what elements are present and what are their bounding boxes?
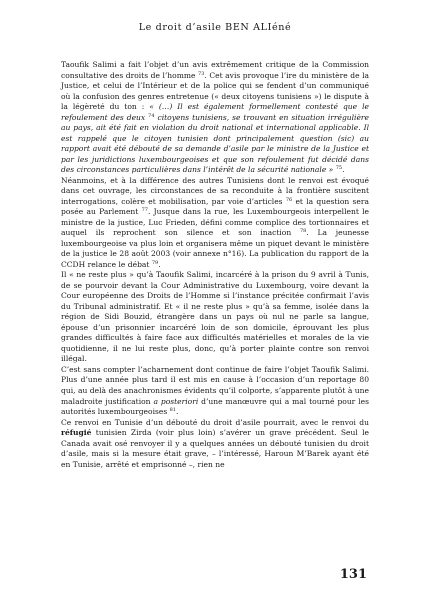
paragraph-text: d’une manœuvre qui a mal tourné pour les autorités luxembourgeoises bbox=[61, 396, 369, 417]
paragraph-text: Il « ne reste plus » qu’à Taoufik Salimi, incarcéré à la prison du 9 avril à Tunis, de se pourvoir devant la Cour Administrative du Luxembourg, voire devant la Cour européenne des Droits de l’Homme si l’instance précitée confirmait l’avis du Tribunal administratif. Et « il ne reste plus » qu’à sa femme, isolée dans la région de Sidi Bouzid, étrangère dans un pays où nul ne parle sa langue, épouse d’un prisonnier incarcéré loin de son domicile, éprouvant les plus grandes difficultés à faire face aux difficultés matérielles et morales de la vie quotidienne, il ne lui reste plus, donc, qu’à porter plainte contre son renvoi illégal. bbox=[61, 270, 369, 364]
paragraph-text: Taoufik Salimi a fait l’objet d’un avis extrêmement critique de la Commission consultative des droits de l’homme bbox=[61, 60, 369, 80]
page-number: 131 bbox=[339, 567, 367, 582]
paragraph-text: . Cet avis provoque l’ire du ministère de la Justice, et celui de l’Intérieur et de la police qui se fendent d’un communiqué où la confusion des genres entretenue (« deux citoyens tunisiens ») le dispute à la légèreté du ton : bbox=[61, 70, 369, 112]
reportage-number: 80 bbox=[359, 375, 369, 385]
footnote-ref-76[interactable]: 76 bbox=[285, 196, 293, 203]
body-text bbox=[61, 60, 369, 470]
paragraph-5 bbox=[61, 418, 369, 471]
quotation: citoyens tunisiens, se trouvant en situation irrégulière au pays, ait été fait en violation du droit national et international applicable. Il est rappelé que le citoyen tunisien dont principalement question (sic) au rapport avait été débouté de sa demande d’asile par le ministre de la Justice et par les juridictions luxembourgeoises et que son refoulement fut décidé dans des circonstances particulières dans l’intérêt de la sécurité nationale » bbox=[61, 112, 370, 175]
footnote-ref-78[interactable]: 78 bbox=[299, 228, 307, 235]
paragraph-3 bbox=[61, 270, 369, 365]
footnote-ref-81[interactable]: 81 bbox=[169, 407, 176, 414]
paragraph-text: et la question sera posée au Parlement bbox=[61, 196, 369, 217]
paragraph-1 bbox=[61, 60, 369, 176]
paragraph-text: Néanmoins, et à la différence des autres Tunisiens dont le renvoi est évoqué dans cet ouvrage, les circonstances de sa reconduite à la frontière suscitent interrogations, colère et mobilisation, par voie d’articles bbox=[61, 175, 369, 206]
paragraph-2 bbox=[61, 176, 369, 271]
paragraph-text: . bbox=[175, 407, 179, 417]
latin-phrase: a posteriori bbox=[153, 396, 199, 406]
paragraph-text: tunisien Zirda (voir plus loin) s’avérer un grave précédent. Seul le Canada avait osé renvoyer il y a quelques années un débouté tunisien du droit d’asile, mais si la mesure était grave, – l’intéressé, Haroun M’Barek ayant été en Tunisie, arrêté et emprisonné –, rien ne bbox=[61, 428, 369, 469]
footnote-ref-79[interactable]: 79 bbox=[151, 259, 159, 266]
quotation: « (…) Il est également formellement contesté que le refoulement des deux bbox=[61, 102, 369, 122]
footnote-ref-77[interactable]: 77 bbox=[141, 207, 148, 214]
emphasized-word: réfugié bbox=[61, 428, 92, 438]
paragraph-text: Ce renvoi en Tunisie d’un débouté du droit d’asile pourrait, avec le renvoi du bbox=[61, 417, 369, 427]
paragraph-text: C’est sans compter l’acharnement dont continue de faire l’objet Taoufik Salimi. Plus d’une année plus tard il est mis en cause à l’occasion d’un reportage bbox=[61, 364, 369, 385]
paragraph-text: qui, au delà des anachronismes évidents qu’il colporte, s’apparente plutôt à une maladroite justification bbox=[61, 385, 369, 406]
paragraph-text: . La jeunesse luxembourgeoise va plus loin et organisera même un piquet devant le ministère de la justice le 28 août 2003 (voir annexe n°16). La publication du rapport de la CCDH relance le débat bbox=[61, 228, 369, 269]
footnote-ref-73[interactable]: 73 bbox=[198, 70, 205, 77]
paragraph-text: . Jusque dans la rue, les Luxembourgeois interpellent le ministre de la justice, Luc Frieden, défini comme complice des tortionnaires et auquel ils reprochent son silence et son inaction bbox=[61, 207, 369, 238]
footnote-ref-75[interactable]: 75 bbox=[335, 165, 343, 172]
footnote-ref-74[interactable]: 74 bbox=[148, 112, 155, 119]
running-header: Le droit d’asile BEN ALIéné bbox=[138, 22, 292, 33]
paragraph-text: . bbox=[342, 165, 345, 175]
paragraph-4 bbox=[61, 365, 369, 418]
paragraph-text: . bbox=[158, 259, 161, 269]
